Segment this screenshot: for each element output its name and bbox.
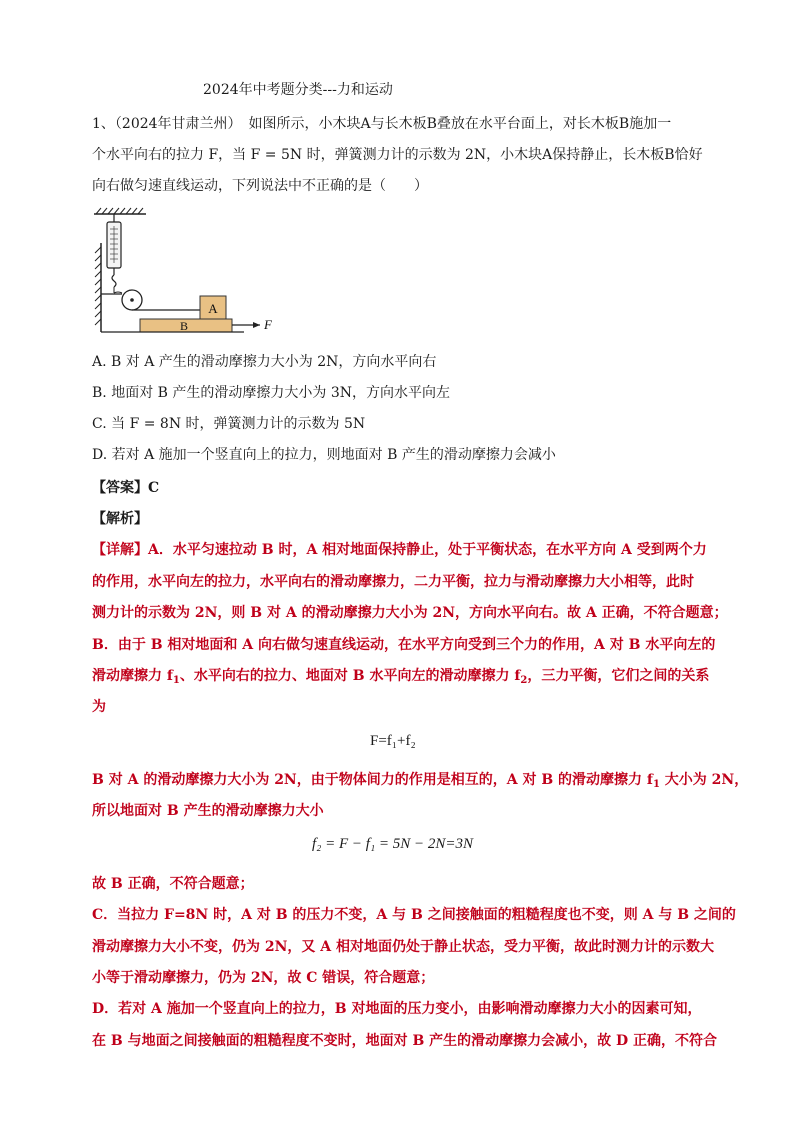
option-c: C. 当 F = 8N 时，弹簧测力计的示数为 5N	[92, 416, 366, 432]
detail-line-2: 的作用，水平向左的拉力，水平向右的滑动摩擦力，二力平衡，拉力与滑动摩擦力大小相等，此时	[92, 574, 694, 590]
detail-line-12: 小等于滑动摩擦力，仍为 2N，故 C 错误，符合题意；	[92, 970, 435, 986]
block-a-label: A	[208, 301, 218, 316]
subscript: 2	[520, 675, 528, 686]
detail-line-14: 在 B 与地面之间接触面的粗糙程度不变时，地面对 B 产生的滑动摩擦力会减小，故 D 正确，不符合	[92, 1033, 718, 1049]
wall-hatching	[95, 247, 101, 325]
detail-line-4: B．由于 B 相对地面和 A 向右做匀速直线运动，在水平方向受到三个力的作用，A 对 B 水平向左的	[92, 637, 716, 653]
detail-text: 滑动摩擦力 f	[92, 668, 173, 684]
force-label: F	[264, 317, 272, 332]
detail-line-6: 为	[92, 699, 106, 715]
physics-diagram	[92, 205, 292, 337]
equation-2: f₂ = F − f₁ = 5N − 2N=3N	[312, 836, 474, 852]
detail-line-3: 测力计的示数为 2N，则 B 对 A 的滑动摩擦力大小为 2N，方向水平向右。故 A 正确，不符合题意；	[92, 605, 728, 621]
ceiling-hatching	[96, 208, 143, 214]
analysis-header: 【解析】	[92, 511, 148, 527]
detail-line-1	[92, 540, 707, 560]
answer: 【答案】C	[92, 480, 160, 496]
subscript: 1	[172, 675, 180, 686]
subscript: 1	[652, 779, 660, 790]
detail-line-9: 故 B 正确，不符合题意；	[92, 876, 254, 892]
detail-line-5	[92, 666, 709, 691]
detail-text: 大小为 2N，	[659, 772, 749, 788]
question-line-3: 向右做匀速直线运动，下列说法中不正确的是（ ）	[92, 178, 428, 194]
detail-line-11: 滑动摩擦力大小不变，仍为 2N，又 A 相对地面仍处于静止状态，受力平衡，故此时测力计的示数大	[92, 939, 715, 955]
detail-text: B 对 A 的滑动摩擦力大小为 2N，由于物体间力的作用是相互的，A 对 B 的滑动摩擦力 f	[92, 772, 653, 788]
detail-text: A．水平匀速拉动 B 时，A 相对地面保持静止，处于平衡状态，在水平方向 A 受到两个力	[148, 542, 707, 558]
option-b: B. 地面对 B 产生的滑动摩擦力大小为 3N，方向水平向左	[92, 385, 450, 401]
option-a: A. B 对 A 产生的滑动摩擦力大小为 2N，方向水平向右	[92, 354, 437, 370]
board-b-label: B	[179, 319, 189, 333]
detail-text: 、水平向右的拉力、地面对 B 水平向左的滑动摩擦力 f	[179, 668, 521, 684]
detail-line-7	[92, 770, 748, 795]
page-title: 2024年中考题分类---力和运动	[203, 82, 393, 98]
detail-line-13: D．若对 A 施加一个竖直向上的拉力，B 对地面的压力变小，由影响滑动摩擦力大小的因素可知，	[92, 1001, 702, 1017]
detail-text: ，三力平衡，它们之间的关系	[527, 668, 710, 684]
detail-label: 【详解】	[92, 542, 148, 558]
question-line-2: 个水平向右的拉力 F，当 F = 5N 时，弹簧测力计的示数为 2N，小木块A保持静止，长木板B恰好	[92, 147, 703, 163]
detail-line-8: 所以地面对 B 产生的滑动摩擦力大小	[92, 803, 324, 819]
detail-line-10: C．当拉力 F=8N 时，A 对 B 的压力不变，A 与 B 之间接触面的粗糙程度也不变，则 A 与 B 之间的	[92, 907, 736, 923]
question-line-1: 1、（2024年甘肃兰州） 如图所示，小木块A与长木板B叠放在水平台面上，对长木板B施加一	[92, 116, 672, 132]
option-d: D. 若对 A 施加一个竖直向上的拉力，则地面对 B 产生的滑动摩擦力会减小	[92, 447, 556, 463]
equation-1: F=f₁+f₂	[370, 733, 416, 749]
